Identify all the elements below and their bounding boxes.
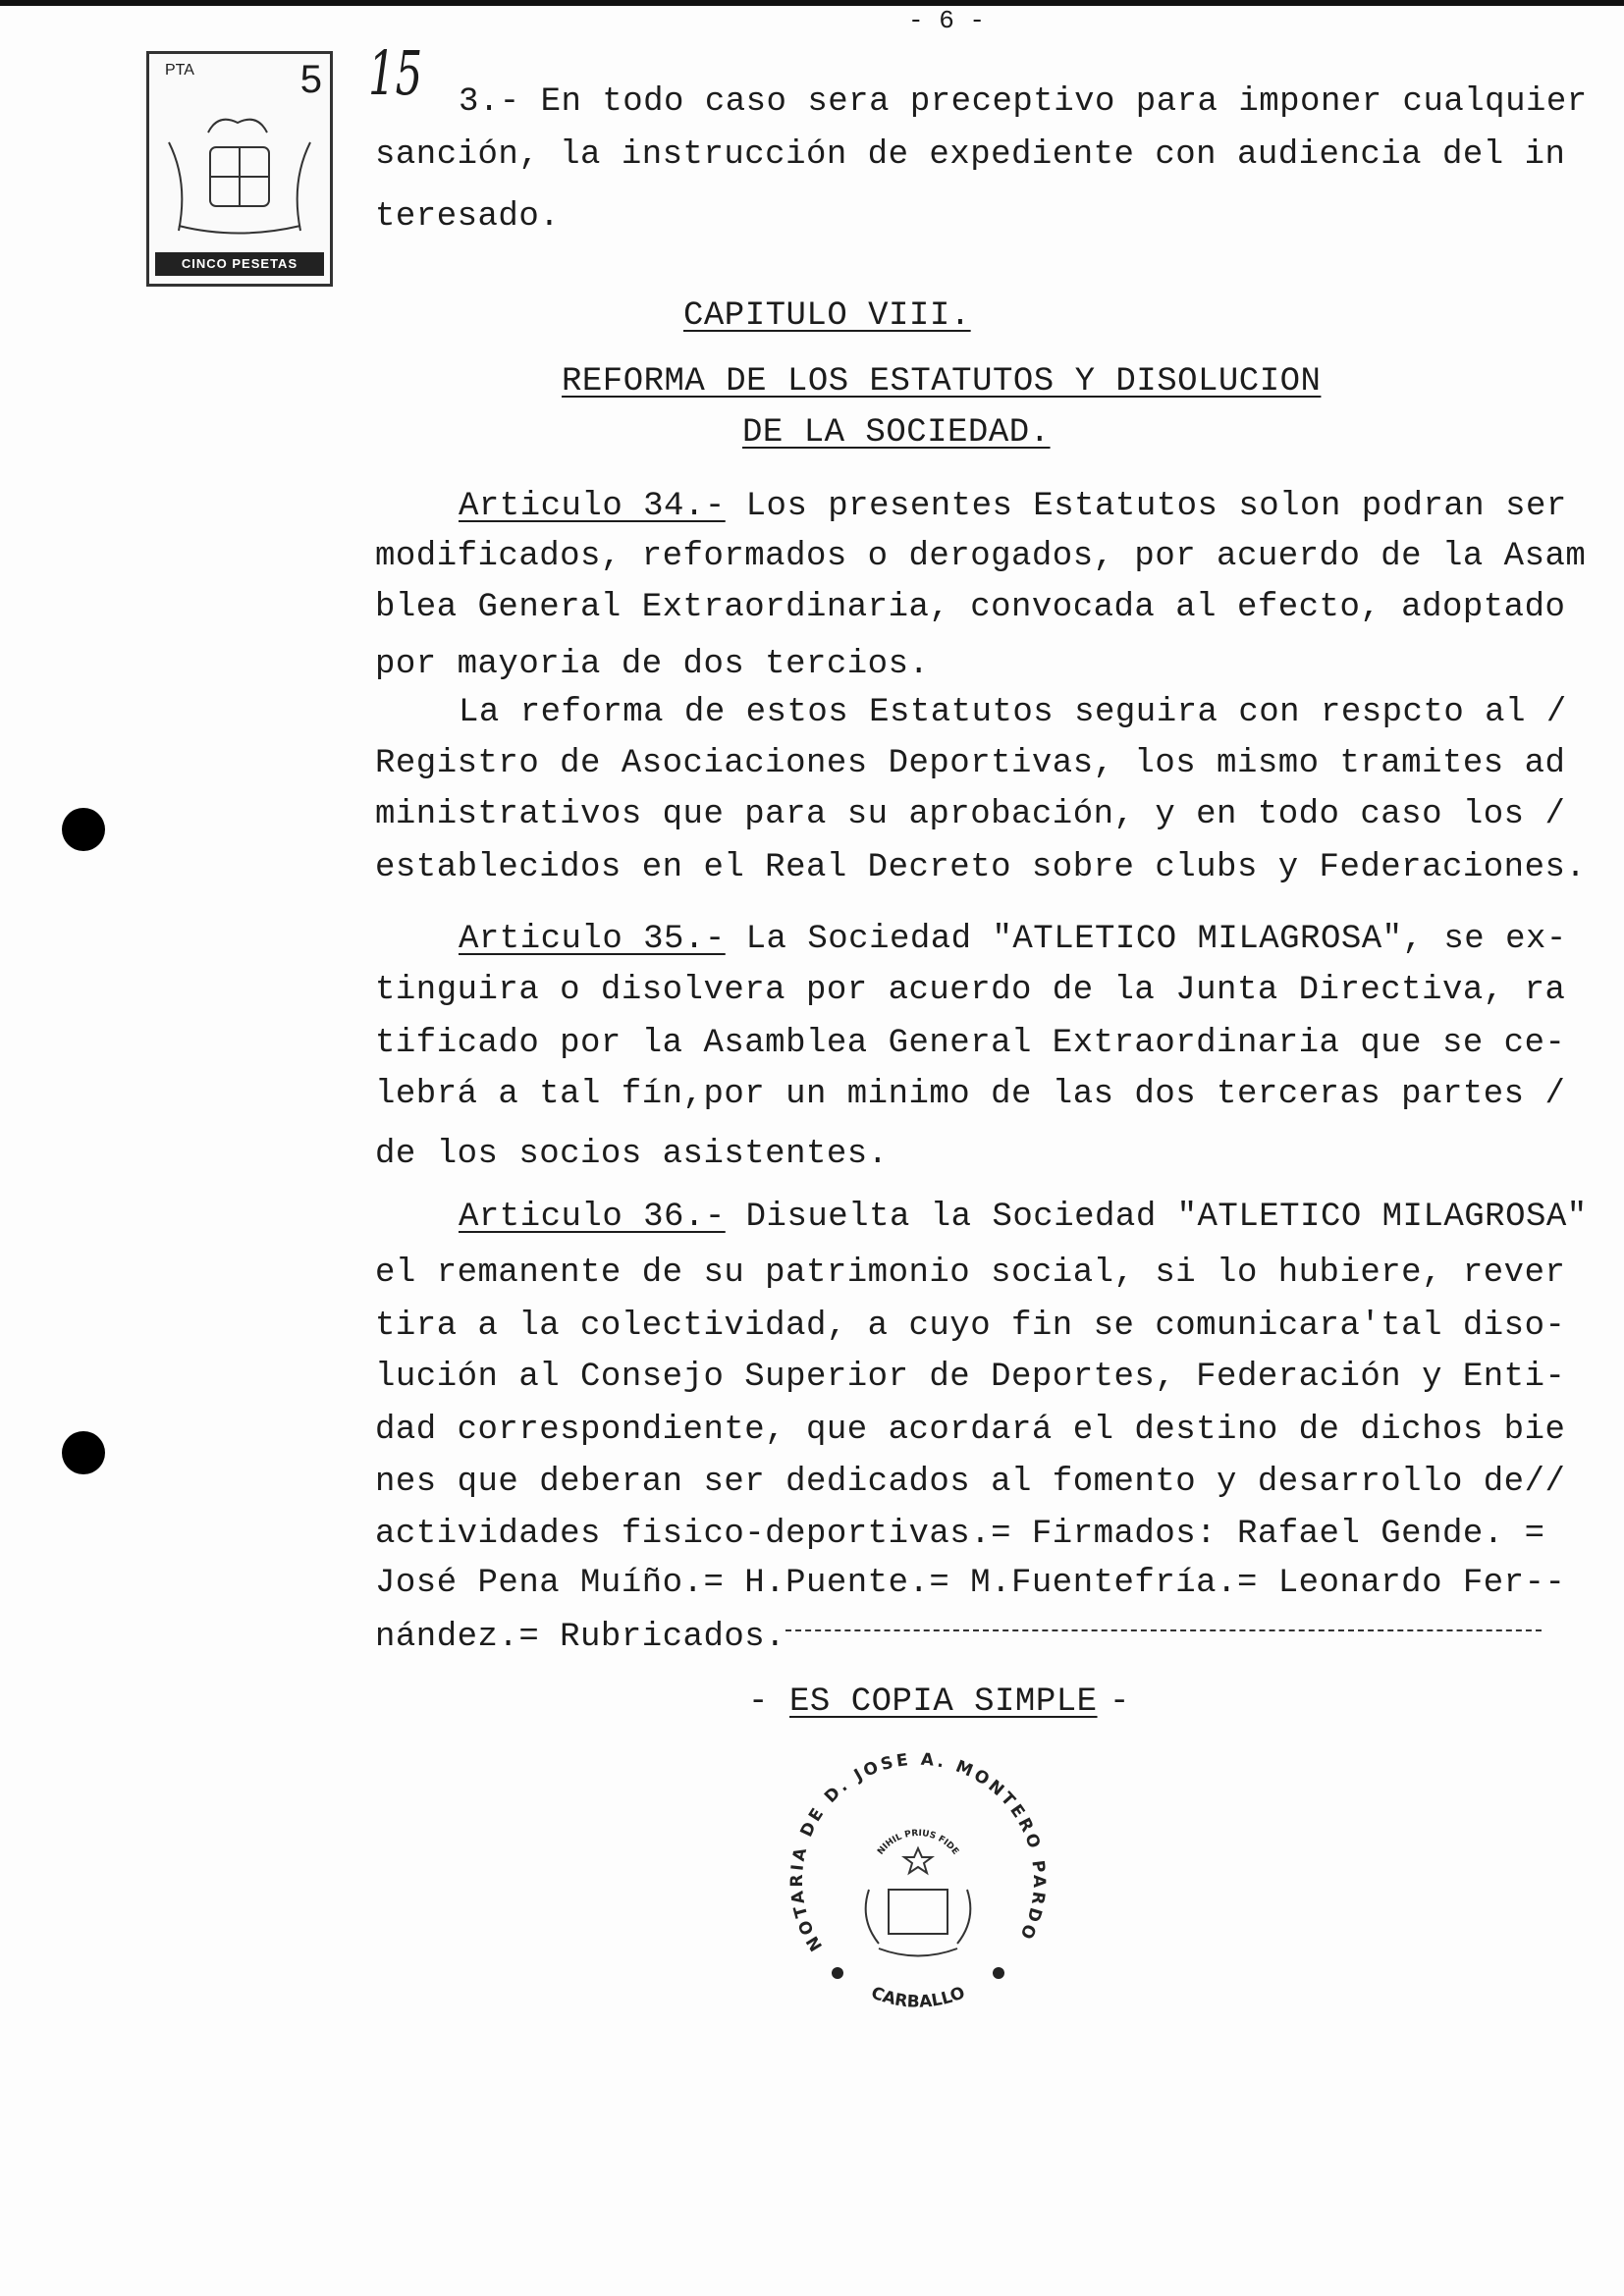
scan-top-edge xyxy=(0,0,1624,6)
line-text: actividades fisico-deportivas.= Firmados: Rafael Gende. = xyxy=(375,1516,1545,1553)
line-text: La reforma de estos Estatutos seguira con respcto al / xyxy=(459,694,1567,731)
line-text: teresado. xyxy=(375,198,561,236)
notary-seal xyxy=(771,1733,1065,2027)
heading xyxy=(562,362,1321,401)
text-line xyxy=(375,588,1565,627)
text-line xyxy=(459,920,1567,959)
text-line xyxy=(459,693,1567,732)
line-text: Disuelta la Sociedad "ATLETICO MILAGROSA" xyxy=(725,1199,1588,1236)
text-line xyxy=(459,1198,1588,1237)
text-line xyxy=(375,1024,1565,1063)
stamp-denomination: 5 xyxy=(299,58,322,101)
closing-dash-line xyxy=(785,1629,1542,1631)
svg-text:NIHIL PRIUS FIDE xyxy=(876,1829,960,1857)
article-label: Articulo 35.- xyxy=(459,921,726,958)
svg-text:NOTARIA DE D. JOSE A. MONTERO xyxy=(787,1750,1049,1954)
seal-coat-of-arms-icon xyxy=(866,1848,971,1956)
stamp-currency: PTA xyxy=(165,62,194,79)
text-line xyxy=(375,645,929,684)
line-text: 3.- En todo caso sera preceptivo para imponer cualquier xyxy=(459,83,1588,121)
line-text: establecidos en el Real Decreto sobre clubs y Federaciones. xyxy=(375,849,1587,886)
line-text: CAPITULO VIII. xyxy=(683,297,971,335)
line-text: blea General Extraordinaria, convocada al efecto, adoptado xyxy=(375,589,1566,626)
line-text: tira a la colectividad, a cuyo fin se comunicara'tal diso- xyxy=(375,1308,1566,1345)
text-line xyxy=(375,1254,1565,1293)
line-text: Los presentes Estatutos solon podran ser xyxy=(725,488,1567,525)
line-text: por mayoria de dos tercios. xyxy=(375,646,930,683)
text-line xyxy=(375,1463,1565,1502)
line-text: lebrá a tal fín,por un minimo de las dos terceras partes / xyxy=(375,1076,1566,1113)
line-text: ministrativos que para su aprobación, y en todo caso los / xyxy=(375,796,1566,833)
seal-stars-icon xyxy=(832,1967,1004,1979)
punch-hole xyxy=(62,808,105,851)
line-text: lución al Consejo Superior de Deportes, Federación y Enti- xyxy=(375,1359,1566,1396)
seal-outer-text: NOTARIA DE D. JOSE A. MONTERO PARDO xyxy=(786,1749,1050,1955)
line-text: dad correspondiente, que acordará el destino de dichos bie xyxy=(375,1412,1566,1449)
line-text: José Pena Muíño.= H.Puente.= M.Fuentefría.= Leonardo Fer-- xyxy=(375,1565,1566,1602)
text-line xyxy=(375,135,1565,175)
line-text: REFORMA DE LOS ESTATUTOS Y DISOLUCION xyxy=(562,363,1322,400)
line-text: Registro de Asociaciones Deportivas, los mismo tramites ad xyxy=(375,745,1566,782)
text-line xyxy=(375,197,560,237)
handwritten-folio-number: 15 xyxy=(368,37,423,109)
line-text: el remanente de su patrimonio social, si lo hubiere, rever xyxy=(375,1255,1566,1292)
text-line xyxy=(375,744,1565,783)
heading xyxy=(683,296,971,336)
seal-motto: NIHIL PRIUS FIDE xyxy=(876,1828,960,1857)
seal-bottom-text: CARBALLO xyxy=(868,1983,968,2012)
article-label: Articulo 34.- xyxy=(459,488,726,525)
line-text: modificados, reformados o derogados, por acuerdo de la Asam xyxy=(375,538,1587,575)
line-text: de los socios asistentes. xyxy=(375,1136,889,1173)
stamp-label: CINCO PESETAS xyxy=(155,252,324,276)
article-label: Articulo 36.- xyxy=(459,1199,726,1236)
text-line xyxy=(375,1307,1565,1346)
text-line xyxy=(375,848,1586,887)
punch-hole xyxy=(62,1431,105,1474)
copy-note-text: ES COPIA SIMPLE xyxy=(789,1683,1098,1721)
copy-note-dash-left: - xyxy=(748,1683,769,1721)
text-line xyxy=(375,1135,889,1174)
heading xyxy=(742,413,1051,453)
line-text: tinguira o disolvera por acuerdo de la Junta Directiva, ra xyxy=(375,972,1566,1009)
text-line xyxy=(375,1564,1565,1603)
line-text: La Sociedad "ATLETICO MILAGROSA", se ex- xyxy=(725,921,1567,958)
text-line xyxy=(375,537,1586,576)
text-line xyxy=(375,795,1565,834)
text-line xyxy=(375,971,1565,1010)
text-line xyxy=(459,487,1567,526)
text-line xyxy=(375,1411,1565,1450)
coat-of-arms-icon xyxy=(149,103,330,250)
text-line xyxy=(375,1075,1565,1114)
copy-note-dash-right: - xyxy=(1110,1683,1130,1721)
fiscal-stamp xyxy=(146,51,333,287)
line-text: nes que deberan ser dedicados al fomento y desarrollo de// xyxy=(375,1464,1566,1501)
text-line xyxy=(375,1618,785,1657)
line-text: sanción, la instrucción de expediente con audiencia del in xyxy=(375,136,1566,174)
line-text: nández.= Rubricados. xyxy=(375,1619,786,1656)
text-line xyxy=(375,1515,1545,1554)
text-line xyxy=(375,1358,1565,1397)
text-line xyxy=(459,82,1588,122)
page-number: - 6 - xyxy=(908,6,986,35)
svg-text:CARBALLO xyxy=(868,1983,967,2012)
line-text: tificado por la Asamblea General Extraordinaria que se ce- xyxy=(375,1025,1566,1062)
line-text: DE LA SOCIEDAD. xyxy=(742,414,1051,452)
